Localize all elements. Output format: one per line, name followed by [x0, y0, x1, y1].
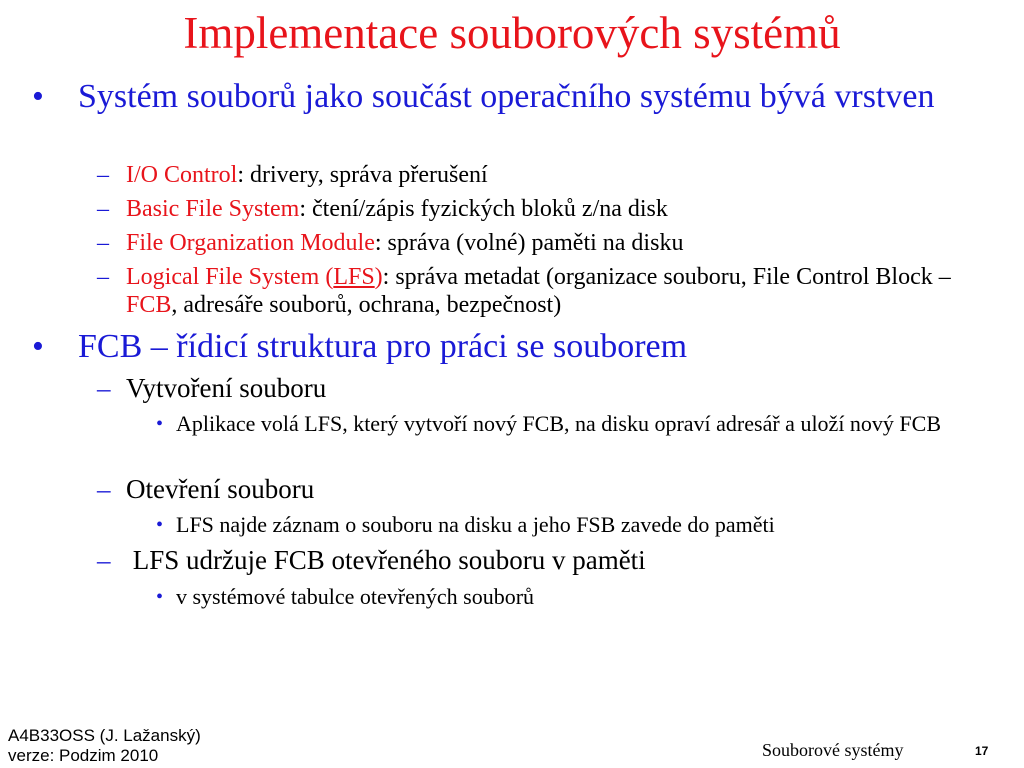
detail-text: LFS najde záznam o souboru na disku a jeho FSB zavede do paměti: [176, 512, 775, 537]
sub-item-io-control: [97, 161, 1006, 189]
sub-item-text: Vytvoření souboru: [126, 373, 327, 403]
detail-create-file: [156, 411, 996, 437]
sub-item-basic-file-system: [97, 195, 1006, 223]
lfs-link[interactable]: [333, 264, 374, 290]
term-description: : drivery, správa přerušení: [237, 162, 488, 188]
detail-text: v systémové tabulce otevřených souborů: [176, 584, 535, 609]
bullet-icon: •: [156, 413, 164, 435]
bullet-text: Systém souborů jako součást operačního systému bývá vrstven: [78, 78, 935, 115]
footer-version: verze: Podzim 2010: [8, 746, 159, 765]
term-label: File Organization Module: [126, 230, 375, 256]
term-description: : správa metadat (organizace souboru, File Control Block –: [382, 264, 951, 290]
lfs-link-text[interactable]: LFS: [333, 264, 375, 290]
sub-item-create-file: [97, 372, 1006, 404]
bullet-icon: •: [156, 586, 164, 608]
sub-item-logical-file-system: [97, 263, 1006, 319]
footer-course-info: [8, 726, 201, 766]
dash-icon: –: [97, 373, 111, 403]
bullet-text: FCB – řídicí struktura pro práci se souborem: [78, 328, 688, 365]
dash-icon: –: [97, 196, 109, 222]
term-label: I/O Control: [126, 162, 238, 188]
fcb-highlight: FCB: [126, 292, 172, 318]
bullet-icon: •: [32, 328, 44, 365]
sub-item-file-organization-module: [97, 229, 1006, 257]
dash-icon: –: [97, 162, 109, 188]
term-description-end: , adresáře souborů, ochrana, bezpečnost): [171, 292, 562, 318]
detail-open-file-table: [156, 584, 996, 610]
detail-open-file: [156, 512, 996, 538]
term-description: : správa (volné) paměti na disku: [374, 230, 684, 256]
slide-title: Implementace souborových systémů: [183, 8, 841, 58]
footer-topic: Souborové systémy: [762, 740, 904, 760]
bullet-fcb: [32, 328, 978, 366]
bullet-icon: •: [32, 78, 44, 115]
term-label-suffix: ): [374, 264, 383, 290]
dash-icon: –: [97, 230, 109, 256]
sub-item-text: LFS udržuje FCB otevřeného souboru v paměti: [126, 545, 646, 575]
bullet-icon: •: [156, 514, 164, 536]
term-label-prefix: Logical File System (: [126, 264, 334, 290]
sub-item-text: Otevření souboru: [126, 474, 315, 504]
dash-icon: –: [97, 474, 111, 504]
term-description: : čtení/zápis fyzických bloků z/na disk: [299, 196, 668, 222]
page-number: 17: [975, 744, 989, 758]
term-label: Basic File System: [126, 196, 300, 222]
sub-item-lfs-keeps-fcb: [97, 544, 1006, 576]
sub-item-open-file: [97, 473, 1006, 505]
dash-icon: –: [97, 264, 109, 290]
footer-course: A4B33OSS (J. Lažanský): [8, 726, 201, 745]
bullet-filesystem-layers: [32, 78, 978, 116]
detail-text: Aplikace volá LFS, který vytvoří nový FCB, na disku opraví adresář a uloží nový FCB: [176, 411, 942, 436]
dash-icon: –: [97, 545, 111, 575]
